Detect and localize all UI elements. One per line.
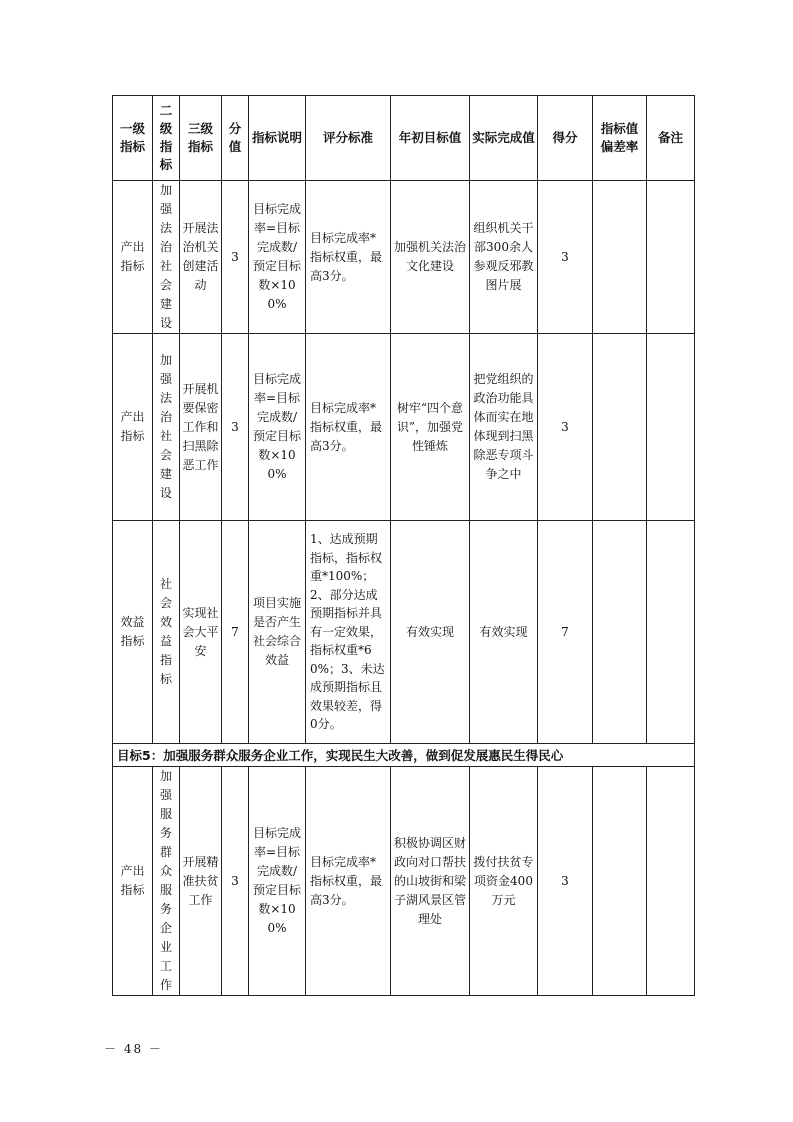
cell-score-value: 3 (222, 334, 249, 521)
cell-target: 有效实现 (391, 521, 470, 744)
header-note: 备注 (647, 96, 695, 181)
table-row (113, 767, 695, 996)
cell-target: 积极协调区财政向对口帮扶的山坡街和梁子湖风景区管理处 (391, 767, 470, 996)
cell-level3: 开展精准扶贫工作 (180, 767, 222, 996)
cell-actual: 组织机关干部300余人参观反邪教图片展 (470, 181, 538, 334)
cell-note (647, 767, 695, 996)
cell-level2: 加强法治社会建设 (153, 181, 180, 334)
cell-level3: 实现社会大平安 (180, 521, 222, 744)
header-criteria: 评分标准 (306, 96, 391, 181)
table-header-row (113, 96, 695, 181)
cell-actual: 拨付扶贫专项资金400万元 (470, 767, 538, 996)
cell-description: 目标完成率=目标完成数/预定目标数×100% (249, 767, 306, 996)
goal-row (113, 744, 695, 767)
cell-level2: 加强服务群众服务企业工作 (153, 767, 180, 996)
cell-note (647, 181, 695, 334)
table-row (113, 521, 695, 744)
cell-score-value: 3 (222, 767, 249, 996)
cell-level3: 开展机要保密工作和扫黑除恶工作 (180, 334, 222, 521)
cell-level2: 加强法治社会建设 (153, 334, 180, 521)
cell-score-value: 7 (222, 521, 249, 744)
cell-score: 3 (538, 181, 593, 334)
cell-score-value: 3 (222, 181, 249, 334)
cell-level2: 社会效益指标 (153, 521, 180, 744)
header-description: 指标说明 (249, 96, 306, 181)
header-score-value: 分值 (222, 96, 249, 181)
cell-criteria: 1、达成预期指标，指标权重*100%；2、部分达成预期指标并具有一定效果，指标权重*60%；3、未达成预期指标且效果较差，得0分。 (306, 521, 391, 744)
header-target: 年初目标值 (391, 96, 470, 181)
header-level1: 一级指标 (113, 96, 153, 181)
cell-level1: 产出指标 (113, 181, 153, 334)
cell-description: 项目实施是否产生社会综合效益 (249, 521, 306, 744)
cell-score: 3 (538, 767, 593, 996)
header-level3: 三级指标 (180, 96, 222, 181)
cell-criteria: 目标完成率*指标权重，最高3分。 (306, 334, 391, 521)
cell-level1: 产出指标 (113, 767, 153, 996)
header-actual: 实际完成值 (470, 96, 538, 181)
cell-level3: 开展法治机关创建活动 (180, 181, 222, 334)
cell-note (647, 334, 695, 521)
cell-deviation (593, 521, 647, 744)
table-row (113, 334, 695, 521)
cell-criteria: 目标完成率*指标权重，最高3分。 (306, 181, 391, 334)
cell-description: 目标完成率=目标完成数/预定目标数×100% (249, 334, 306, 521)
cell-criteria: 目标完成率*指标权重，最高3分。 (306, 767, 391, 996)
cell-level1: 产出指标 (113, 334, 153, 521)
cell-actual: 有效实现 (470, 521, 538, 744)
cell-score: 7 (538, 521, 593, 744)
cell-target: 加强机关法治文化建设 (391, 181, 470, 334)
header-deviation: 指标值偏差率 (593, 96, 647, 181)
cell-deviation (593, 767, 647, 996)
cell-deviation (593, 334, 647, 521)
cell-score: 3 (538, 334, 593, 521)
cell-level1: 效益指标 (113, 521, 153, 744)
header-score: 得分 (538, 96, 593, 181)
goal-title: 目标5：加强服务群众服务企业工作，实现民生大改善，做到促发展惠民生得民心 (113, 744, 695, 767)
header-level2: 二级指标 (153, 96, 180, 181)
page-number: － 48 － (104, 1042, 163, 1056)
cell-description: 目标完成率=目标完成数/预定目标数×100% (249, 181, 306, 334)
cell-actual: 把党组织的政治功能具体而实在地体现到扫黑除恶专项斗争之中 (470, 334, 538, 521)
cell-deviation (593, 181, 647, 334)
cell-note (647, 521, 695, 744)
cell-target: 树牢“四个意识”，加强党性锤炼 (391, 334, 470, 521)
table-row (113, 181, 695, 334)
indicator-table (112, 95, 695, 996)
